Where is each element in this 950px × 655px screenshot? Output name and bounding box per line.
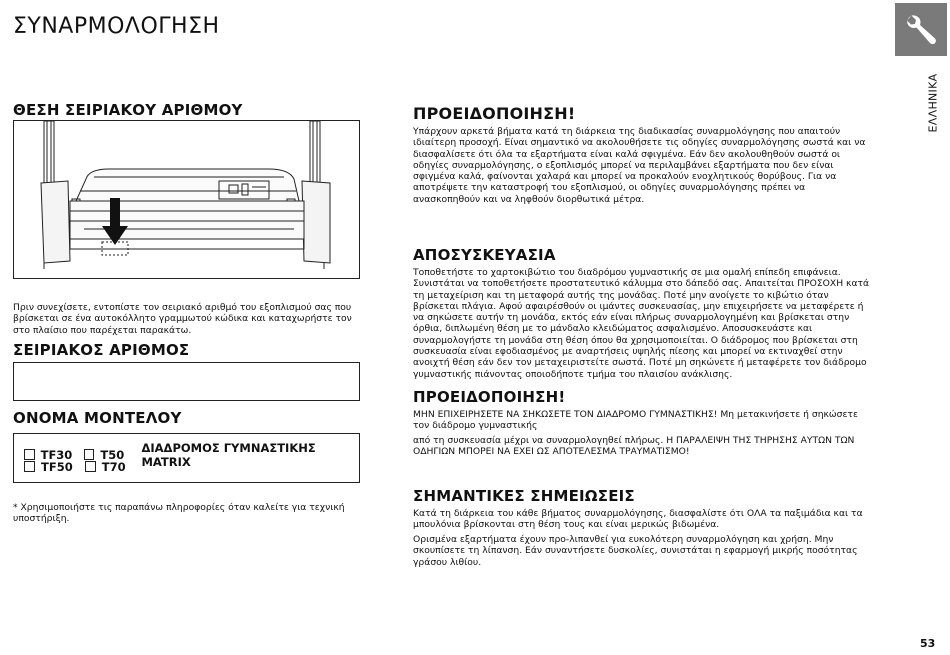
- warning-heading-2: ΠΡΟΕΙΔΟΠΟΙΗΣΗ!: [413, 388, 566, 406]
- model-name-heading: ΟΝΟΜΑ ΜΟΝΤΕΛΟΥ: [13, 409, 182, 427]
- important-notes-text-1: Κατά τη διάρκεια του κάθε βήματος συναρμολόγησης, διασφαλίστε ότι ΟΛΑ τα παξιμάδια και τα μπουλόνια βρίσκονται στη θέση τους και είναι μερικώς βιδωμένα.: [413, 508, 863, 531]
- page-title: ΣΥΝΑΡΜΟΛΟΓΗΣΗ: [13, 14, 220, 39]
- model-checkbox-t50[interactable]: [84, 449, 95, 460]
- model-label-t70: T70: [101, 460, 126, 474]
- unpacking-text: Τοποθετήστε το χαρτοκιβώτιο του διαδρόμου γυμναστικής σε μια ομαλή επίπεδη επιφάνεια. Συνιστάται να τοποθετήσετε προστατευτικό κάλυμμα στο δάπεδό σας. Απαιτείται ΠΡΟΣΟΧΗ κατά τη μεταχείριση και τη μεταφορά αυτής της μονάδας. Ποτέ μην ανοίγετε το κιβώτιο όταν βρίσκεται πλάγια. Αφού αφαιρέσθούν οι ιμάντες συσκευασίας, μην επιχειρήσετε να μεταφέρετε ή να σηκώσετε αυτήν τη μονάδα, εκτός εάν είναι πλήρως συναρμολογημένη και βρίσκεται στην όρθια, διπλωμένη θέση με το μάνδαλο κλειδώματος ασφαλισμένο. Αποσυσκευάστε και συναρμολογήστε τη μονάδα στη θέση όπου θα χρησιμοποιείται. Ο διάδρομος που βρίσκεται στη συσκευασία είναι εφοδιασμένος με αναρτήσεις υψηλής πίεσης και μπορεί να εκτιναχθεί στην ανοιχτή θέση εάν δεν τον μεταχειριστείτε σωστά. Ποτέ μη σηκώνετε ή μεταφέρετε τον διάδρομο γυμναστικής πιάνοντας οποιοδήποτε τμήμα του πλαισίου ανάκλισης.: [413, 267, 870, 380]
- serial-number-heading: ΣΕΙΡΙΑΚΟΣ ΑΡΙΘΜΟΣ: [13, 341, 190, 359]
- wrench-icon: [903, 12, 939, 48]
- model-name-box: [13, 433, 360, 483]
- model-checkbox-t70[interactable]: [85, 461, 96, 472]
- unpacking-heading: ΑΠΟΣΥΣΚΕΥΑΣΙΑ: [413, 246, 556, 264]
- model-label-t50: T50: [100, 448, 125, 462]
- support-footnote: * Χρησιμοποιήστε τις παραπάνω πληροφορίες όταν καλείτε για τεχνική υποστήριξη.: [13, 502, 345, 525]
- serial-location-heading: ΘΕΣΗ ΣΕΙΡΙΑΚΟΥ ΑΡΙΘΜΟΥ: [13, 101, 243, 119]
- important-notes-text-2: Ορισμένα εξαρτήματα έχουν προ-λιπανθεί για ευκολότερη συναρμολόγηση και χρήση. Μην σκουπίσετε τη λίπανση. Εάν συναντήσετε δυσκολίες, συνιστάται η εφαρμογή μικρής ποσότητας γράσου λιθίου.: [413, 534, 858, 568]
- serial-location-illustration: [13, 120, 360, 279]
- product-name: ΔΙΑΔΡΟΜΟΣ ΓΥΜΝΑΣΤΙΚΗΣ MATRIX: [141, 441, 316, 469]
- model-checkbox-tf30[interactable]: [24, 449, 35, 460]
- warning-text-2b: από τη συσκευασία μέχρι να συναρμολογηθεί πλήρως. Η ΠΑΡΑΛΕΙΨΗ ΤΗΣ ΤΗΡΗΣΗΣ ΑΥΤΩΝ ΤΩΝ ΟΔΗΓΙΩΝ ΜΠΟΡΕΙ ΝΑ ΕΧΕΙ ΩΣ ΑΠΟΤΕΛΕΣΜΑ ΤΡΑΥΜΑΤΙΣΜΟ!: [413, 435, 855, 458]
- warning-text-1: Υπάρχουν αρκετά βήματα κατά τη διάρκεια της διαδικασίας συναρμολόγησης που απαιτούν ιδιαίτερη προσοχή. Είναι σημαντικό να ακολουθήσετε τις οδηγίες συναρμολόγησης σωστά και να διασφαλίσετε ότι όλα τα εξαρτήματα είναι καλά σφιγμένα. Εάν δεν ακολουθηθούν σωστά οι οδηγίες συναρμολόγησης, ο εξοπλισμός μπορεί να περιλαμβάνει εξαρτήματα που δεν είναι σφιγμένα καλά, φαίνονται χαλαρά και μπορεί να προκαλούν ενοχλητικούς θορύβους. Για να αποτρέψετε την καταστροφή του εξοπλισμού, οι οδηγίες συναρμολόγησης πρέπει να ανασκοπηθούν και να ληφθούν διορθωτικά μέτρα.: [413, 126, 866, 205]
- page-number: 53: [920, 637, 936, 650]
- model-label-tf50: TF50: [41, 460, 73, 474]
- treadmill-drawing: [14, 121, 359, 278]
- warning-heading-1: ΠΡΟΕΙΔΟΠΟΙΗΣΗ!: [413, 104, 576, 123]
- warning-text-2a: ΜΗΝ ΕΠΙΧΕΙΡΗΣΕΤΕ ΝΑ ΣΗΚΩΣΕΤΕ ΤΟΝ ΔΙΑΔΡΟΜΟ ΓΥΜΝΑΣΤΙΚΗΣ! Μη μετακινήσετε ή σηκώσετε τον διάδρομο γυμναστικής: [413, 409, 858, 432]
- model-checkbox-tf50[interactable]: [24, 461, 35, 472]
- tools-tab: [895, 3, 947, 56]
- language-tab: ΕΛΛΗΝΙΚΑ: [926, 73, 940, 133]
- important-notes-heading: ΣΗΜΑΝΤΙΚΕΣ ΣΗΜΕΙΩΣΕΙΣ: [413, 487, 635, 505]
- model-row-2: [24, 460, 126, 474]
- serial-number-field[interactable]: [13, 362, 360, 401]
- serial-intro-text: Πριν συνεχίσετε, εντοπίστε τον σειριακό αριθμό του εξοπλισμού σας που βρίσκεται σε ένα αυτοκόλλητο γραμμωτού κώδικα και καταχωρήστε τον στο πλαίσιο που παρέχεται παρακάτω.: [13, 302, 352, 336]
- model-label-tf30: TF30: [40, 448, 73, 462]
